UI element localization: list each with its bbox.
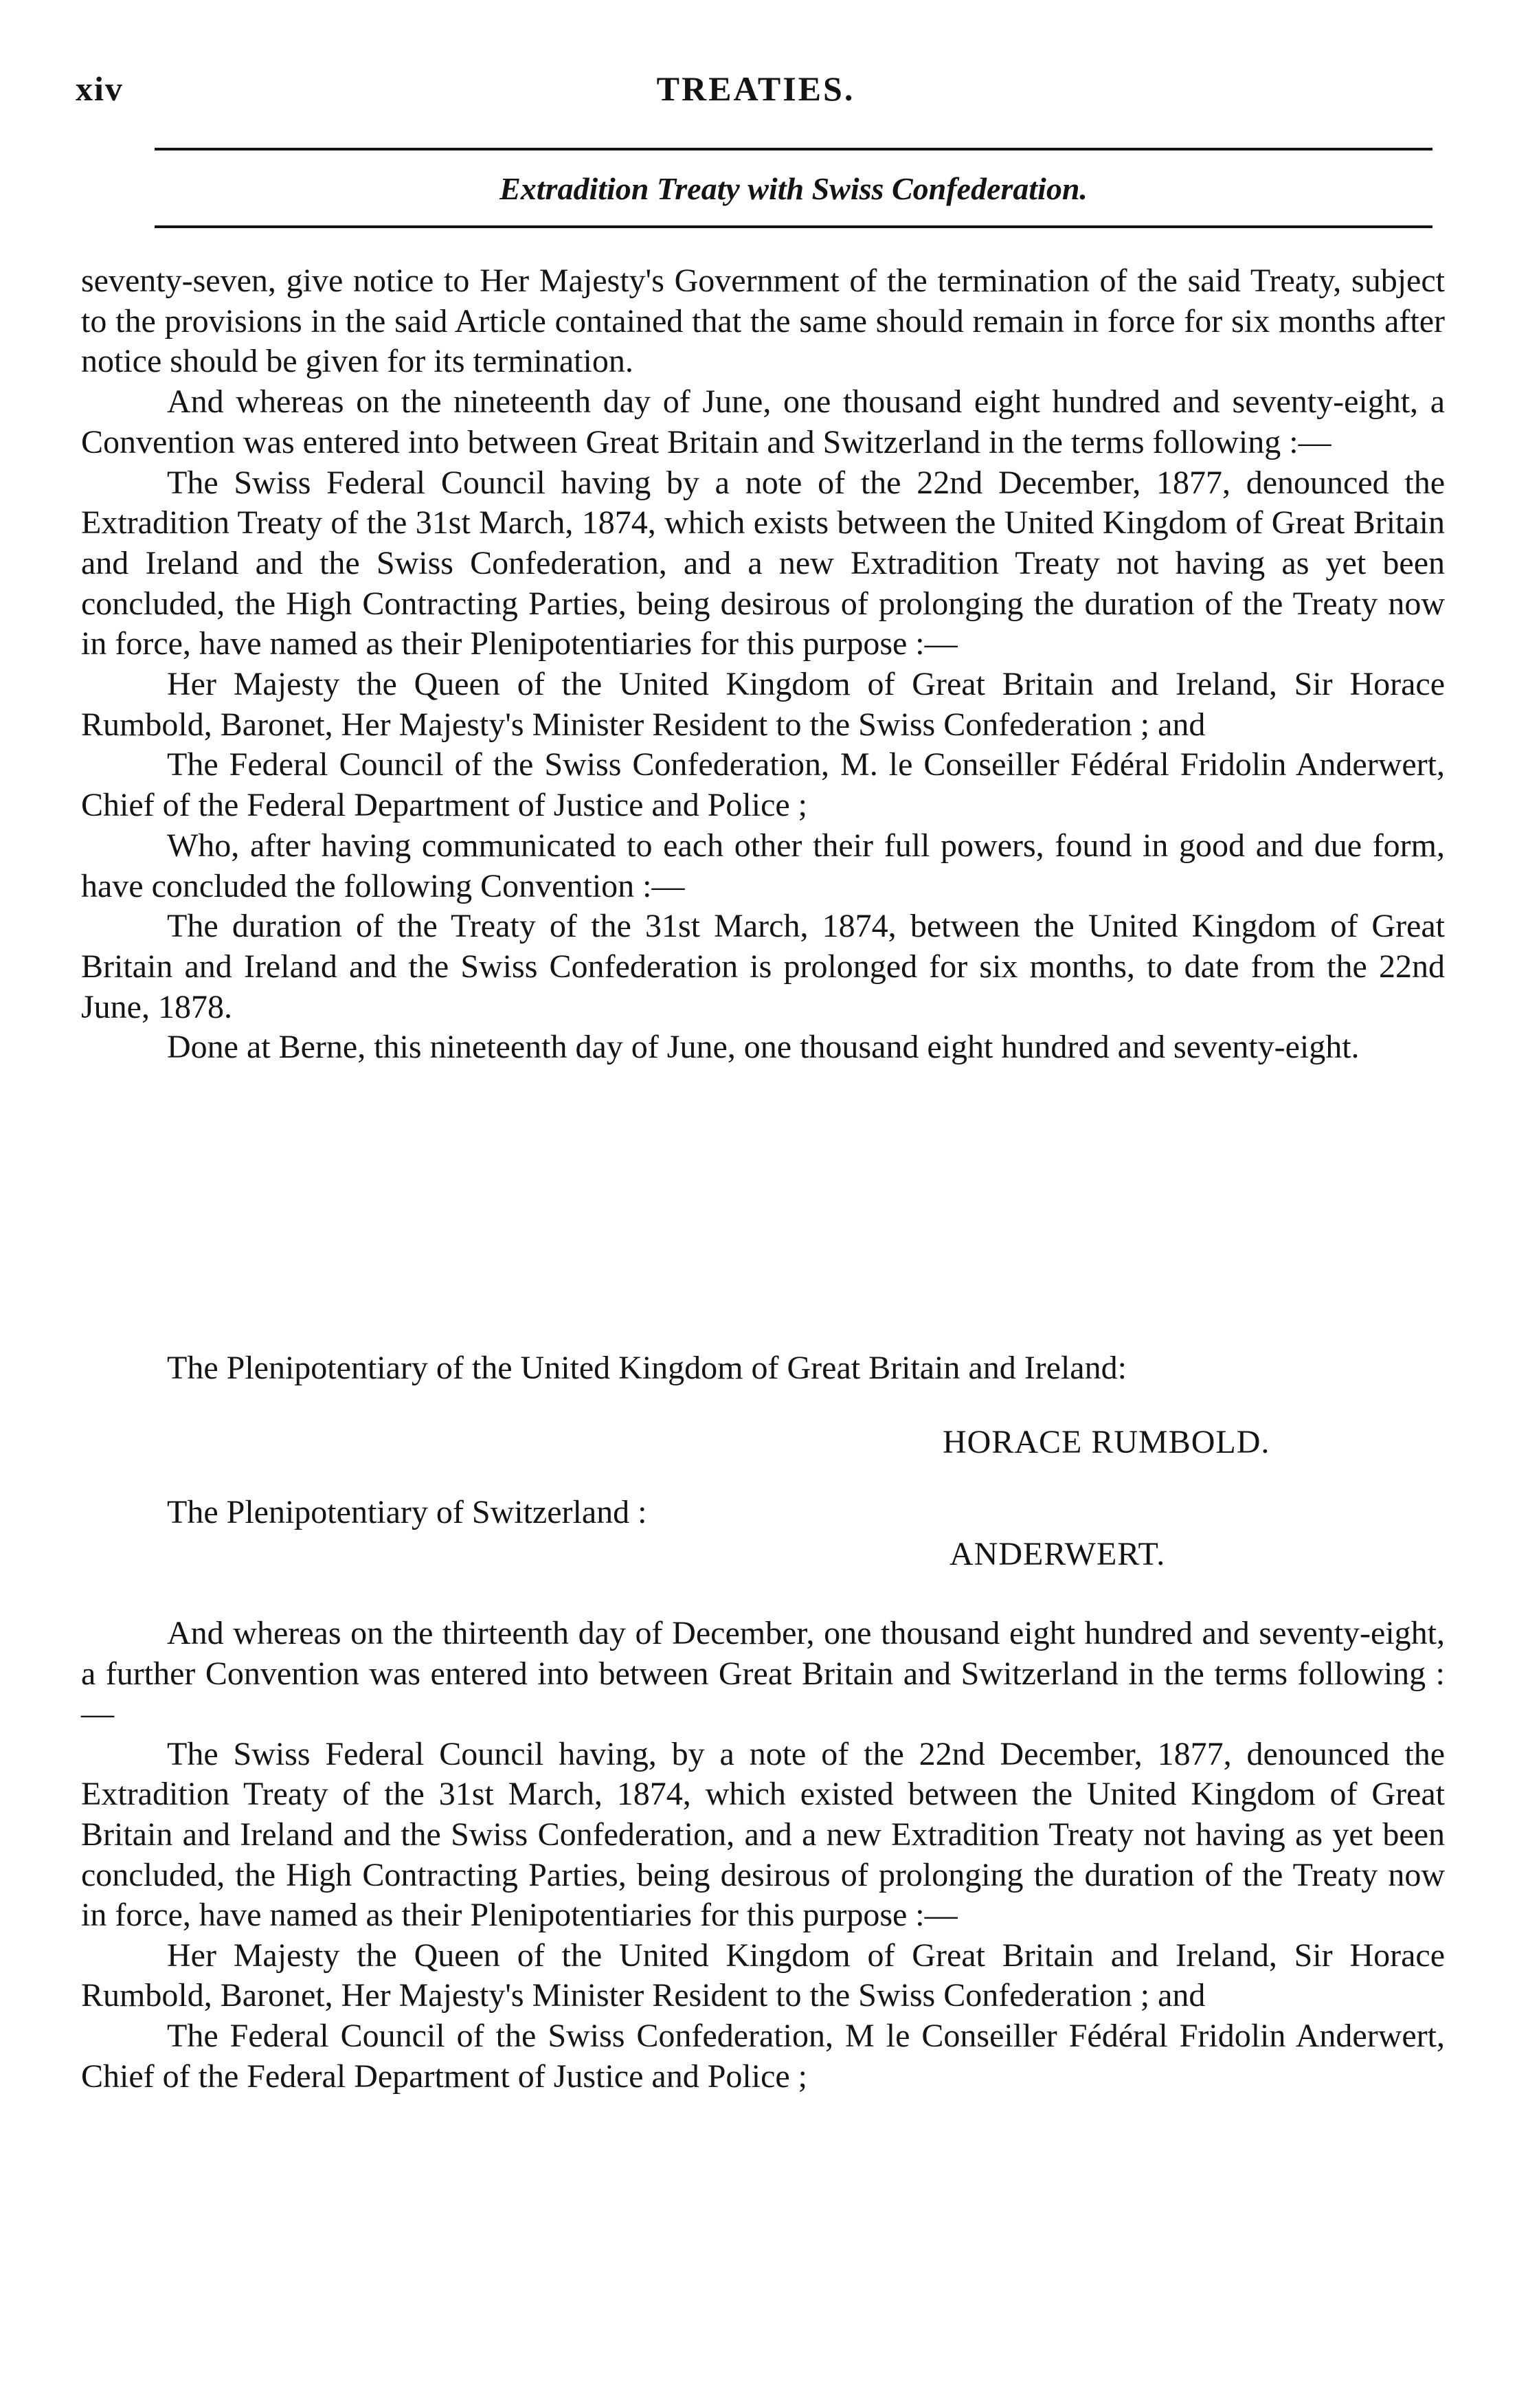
- header-rule-top: [155, 148, 1432, 150]
- header-rule-bottom: [155, 225, 1432, 228]
- body-text-upper: [81, 261, 1445, 1068]
- uk-signatory-name: HORACE RUMBOLD.: [943, 1424, 1270, 1460]
- paragraph: The Federal Council of the Swiss Confederation, M le Conseiller Fédéral Fridolin Anderwert, Chief of the Federal Department of Justice and Police ;: [81, 2017, 1445, 2095]
- running-title: TREATIES.: [656, 69, 855, 108]
- paragraph: seventy-seven, give notice to Her Majesty's Government of the termination of the said Treaty, subject to the provisions in the said Article contained that the same should remain in force for six months after notice should be given for its termination.: [81, 263, 1445, 380]
- paragraph: Who, after having communicated to each other their full powers, found in good and due form, have concluded the following Convention :—: [81, 827, 1445, 904]
- uk-plenipotentiary-label: The Plenipotentiary of the United Kingdom of Great Britain and Ireland:: [167, 1350, 1127, 1386]
- paragraph: Her Majesty the Queen of the United Kingdom of Great Britain and Ireland, Sir Horace Rumbold, Baronet, Her Majesty's Minister Resident to the Swiss Confederation ; and: [81, 1937, 1445, 2014]
- page-number: xiv: [76, 69, 124, 108]
- paragraph: And whereas on the thirteenth day of December, one thousand eight hundred and seventy-eight, a further Convention was entered into between Great Britain and Switzerland in the terms following :—: [81, 1615, 1445, 1732]
- paragraph: Her Majesty the Queen of the United Kingdom of Great Britain and Ireland, Sir Horace Rumbold, Baronet, Her Majesty's Minister Resident to the Swiss Confederation ; and: [81, 666, 1445, 743]
- paragraph: The Swiss Federal Council having, by a note of the 22nd December, 1877, denounced the Extradition Treaty of the 31st March, 1874, which existed between the United Kingdom of Great Britain and Ireland and the Swiss Confederation, and a new Extradition Treaty not having as yet been concluded, the High Contracting Parties, being desirous of prolonging the duration of the Treaty now in force, have named as their Plenipotentiaries for this purpose :—: [81, 1735, 1445, 1934]
- paragraph: The Swiss Federal Council having by a note of the 22nd December, 1877, denounced the Extradition Treaty of the 31st March, 1874, which exists between the United Kingdom of Great Britain and Ireland and the Swiss Confederation, and a new Extradition Treaty not having as yet been concluded, the High Contracting Parties, being desirous of prolonging the duration of the Treaty now in force, have named as their Plenipotentiaries for this purpose :—: [81, 464, 1445, 662]
- paragraph: Done at Berne, this nineteenth day of June, one thousand eight hundred and seventy-eight.: [167, 1029, 1360, 1066]
- paragraph: The duration of the Treaty of the 31st March, 1874, between the United Kingdom of Great Britain and Ireland and the Swiss Confederation is prolonged for six months, to date from the 22nd June, 1878.: [81, 908, 1445, 1025]
- swiss-signatory-name: ANDERWERT.: [949, 1536, 1166, 1572]
- section-subtitle: Extradition Treaty with Swiss Confederation.: [499, 171, 1088, 206]
- paragraph: And whereas on the nineteenth day of June, one thousand eight hundred and seventy-eight, a Convention was entered into between Great Britain and Switzerland in the terms following :—: [81, 383, 1445, 460]
- page-header: [76, 69, 1436, 124]
- paragraph: The Federal Council of the Swiss Confederation, M. le Conseiller Fédéral Fridolin Anderwert, Chief of the Federal Department of Justice and Police ;: [81, 746, 1445, 824]
- swiss-plenipotentiary-label: The Plenipotentiary of Switzerland :: [167, 1494, 647, 1530]
- body-text-lower: [81, 1614, 1445, 2097]
